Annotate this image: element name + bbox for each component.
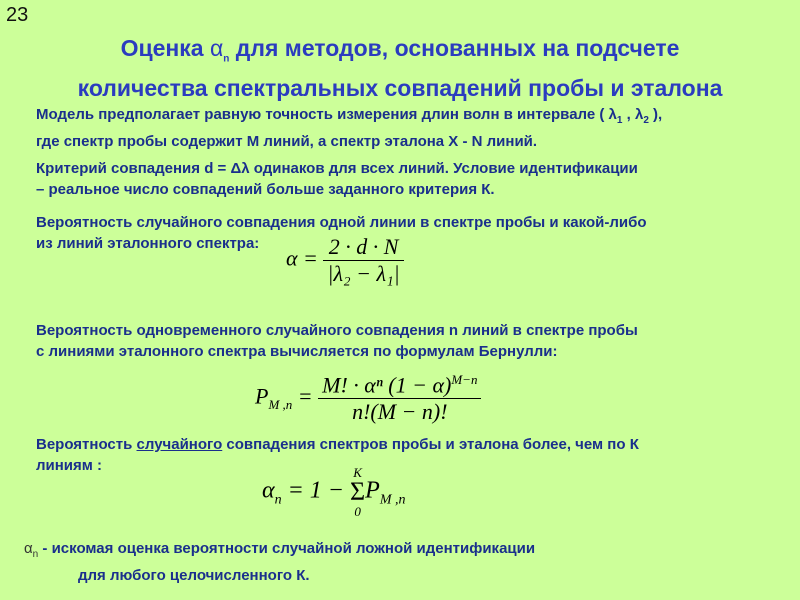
formula-sum-bottom: 0	[354, 504, 361, 519]
footer-alpha-sub: n	[32, 549, 39, 560]
formula-bernoulli-num-text: M! · αⁿ (1 − α)	[322, 372, 452, 398]
formula-bernoulli-fraction	[318, 372, 481, 425]
formula-alpha	[286, 234, 404, 287]
p1-sub2: 2	[643, 115, 649, 126]
formula-bernoulli-denominator: n!(M − n)!	[318, 398, 481, 425]
formula-alpha-n-term: P	[365, 477, 380, 504]
slide-number: 23	[6, 4, 29, 26]
p5-line2: линиям :	[36, 457, 103, 474]
paragraph-probability-one-line	[36, 212, 786, 254]
formula-alpha-n-term-sub: M ,n	[379, 492, 406, 508]
formula-sum	[350, 466, 365, 518]
footer-note	[24, 538, 764, 586]
paragraph-probability-k	[36, 434, 786, 476]
p2-line2: – реальное число совпадений больше заданного критерия К.	[36, 181, 495, 198]
p4-line1: Вероятность одновременного случайного совпадения n линий в спектре пробы	[36, 322, 638, 339]
formula-bernoulli-lhs-sub: M ,n	[268, 397, 293, 413]
p1-line2: где спектр пробы содержит М линий, а спектр эталона Х - N линий.	[36, 133, 538, 150]
formula-alpha-n-lhs-sub: n	[274, 492, 282, 508]
p1-text-a: Модель предполагает равную точность измерения длин волн в интервале ( λ	[36, 106, 617, 123]
title-text-b: для методов, основанных на подсчете	[229, 35, 680, 61]
formula-bernoulli	[255, 372, 481, 425]
formula-alpha-fraction	[323, 234, 403, 287]
footer-line2: для любого целочисленного К.	[78, 567, 310, 584]
p5-text-a: Вероятность	[36, 436, 137, 453]
formula-alpha-lhs: α =	[286, 245, 318, 271]
title-line2: количества спектральных совпадений пробы и эталона	[77, 74, 723, 101]
footer-alpha: α	[24, 540, 33, 557]
title-alpha: α	[209, 35, 224, 61]
p1-text-c: ),	[648, 106, 663, 123]
formula-sum-sign: Σ	[350, 477, 366, 506]
formula-alpha-denominator: |λ₂ − λ₁|	[323, 260, 403, 287]
title-alpha-sub: n	[223, 53, 230, 65]
formula-bernoulli-lhs: P	[255, 383, 269, 409]
formula-alpha-numerator: 2 · d · N	[328, 234, 399, 259]
paragraph-criterion	[36, 158, 786, 200]
p2-line1: Критерий совпадения d = Δλ одинаков для всех линий. Условие идентификации	[36, 160, 638, 177]
p3-line1: Вероятность случайного совпадения одной линии в спектре пробы и какой-либо	[36, 214, 647, 231]
formula-alpha-n	[262, 466, 405, 518]
p1-sub1: 1	[616, 115, 623, 126]
paragraph-model	[36, 104, 786, 152]
slide-title	[0, 34, 800, 102]
p5-underlined: случайного	[136, 436, 223, 453]
formula-alpha-n-lhs: α	[262, 477, 275, 504]
formula-sum-top: K	[353, 465, 362, 480]
p1-text-b: , λ	[622, 106, 644, 123]
paragraph-bernoulli	[36, 320, 786, 362]
p3-line2: из линий эталонного спектра:	[36, 235, 260, 252]
formula-bernoulli-num-sup: M−n	[451, 372, 478, 387]
p5-text-b: совпадения спектров пробы и эталона более, чем по К	[222, 436, 639, 453]
formula-bernoulli-eq: =	[292, 383, 313, 409]
footer-line1: - искомая оценка вероятности случайной ложной идентификации	[38, 540, 536, 557]
formula-bernoulli-numerator	[318, 372, 481, 398]
formula-alpha-n-mid: = 1 −	[281, 477, 344, 504]
title-text-a: Оценка	[120, 35, 210, 61]
p4-line2: с линиями эталонного спектра вычисляется по формулам Бернулли:	[36, 343, 558, 360]
